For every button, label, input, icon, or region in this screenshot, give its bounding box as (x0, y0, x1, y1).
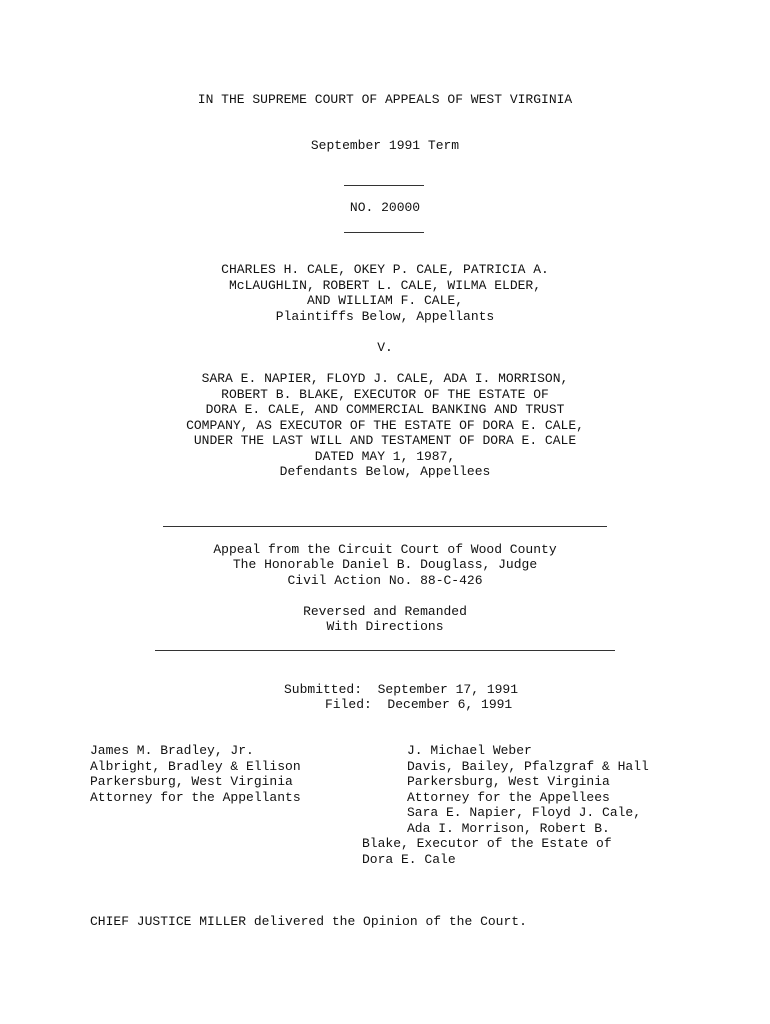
counsel-line: Attorney for the Appellees (407, 790, 610, 805)
case-number: NO. 20000 (349, 200, 421, 215)
defendants-line: DORA E. CALE, AND COMMERCIAL BANKING AND TRUST (205, 402, 565, 417)
counsel-line: Davis, Bailey, Pfalzgraf & Hall (407, 759, 649, 774)
defendants-line: SARA E. NAPIER, FLOYD J. CALE, ADA I. MORRISON, (201, 371, 569, 386)
divider-long-bottom (155, 650, 615, 651)
defendants-line: DATED MAY 1, 1987, (314, 449, 456, 464)
defendants-line: UNDER THE LAST WILL AND TESTAMENT OF DORA E. CALE (193, 433, 577, 448)
appeal-line: Civil Action No. 88-C-426 (287, 573, 483, 588)
defendants-line: Defendants Below, Appellees (279, 464, 491, 479)
divider-short-bottom (344, 232, 424, 233)
plaintiffs-line: McLAUGHLIN, ROBERT L. CALE, WILMA ELDER, (228, 278, 542, 293)
term: September 1991 Term (310, 138, 460, 153)
counsel-line: Parkersburg, West Virginia (90, 774, 293, 789)
disposition-line: Reversed and Remanded (303, 604, 467, 619)
divider-long-top (163, 526, 607, 527)
filed-date: Filed: December 6, 1991 (325, 697, 513, 712)
plaintiffs-line: CHARLES H. CALE, OKEY P. CALE, PATRICIA A. (221, 262, 549, 277)
counsel-line: Sara E. Napier, Floyd J. Cale, (407, 805, 642, 820)
appeal-line: The Honorable Daniel B. Douglass, Judge (232, 557, 538, 572)
disposition-line: With Directions (326, 619, 444, 634)
defendants-line: ROBERT B. BLAKE, EXECUTOR OF THE ESTATE OF (221, 387, 549, 402)
counsel-line: Dora E. Cale (362, 852, 456, 867)
divider-short-top (344, 185, 424, 186)
counsel-line: Parkersburg, West Virginia (407, 774, 610, 789)
plaintiffs-line: AND WILLIAM F. CALE, (306, 293, 464, 308)
counsel-line: J. Michael Weber (407, 743, 532, 758)
defendants-line: COMPANY, AS EXECUTOR OF THE ESTATE OF DORA E. CALE, (186, 418, 584, 433)
appeal-line: Appeal from the Circuit Court of Wood County (213, 542, 557, 557)
submitted-date: Submitted: September 17, 1991 (284, 682, 519, 697)
counsel-line: Blake, Executor of the Estate of (362, 836, 612, 851)
court-title: IN THE SUPREME COURT OF APPEALS OF WEST VIRGINIA (197, 92, 573, 107)
counsel-line: James M. Bradley, Jr. (90, 743, 254, 758)
counsel-line: Attorney for the Appellants (90, 790, 301, 805)
opinion-line: CHIEF JUSTICE MILLER delivered the Opinion of the Court. (90, 914, 527, 929)
counsel-line: Ada I. Morrison, Robert B. (407, 821, 610, 836)
counsel-line: Albright, Bradley & Ellison (90, 759, 301, 774)
versus: V. (377, 340, 393, 355)
plaintiffs-line: Plaintiffs Below, Appellants (275, 309, 495, 324)
